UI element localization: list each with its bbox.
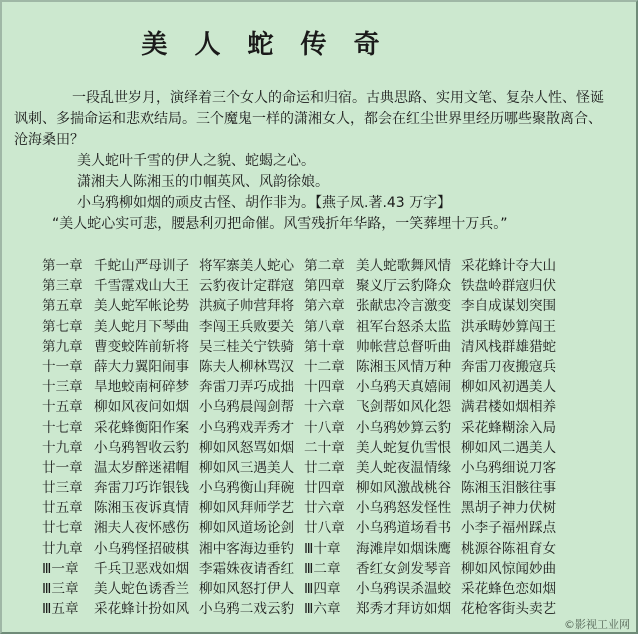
chapter-title-part-2[interactable]: 采花蜂计夺大山	[461, 258, 557, 274]
intro-quote: “美人蛇心实可悲，腰悬利刃把命催。风雪残折年华路，一笑葬埋十万兵。”	[52, 216, 508, 232]
chapter-title-part-1[interactable]: 聚义厅云豹降众	[356, 278, 452, 295]
chapter-title-part-2[interactable]: 洪疯子帅营拜将	[199, 298, 295, 315]
chapter-title-part-2[interactable]: 李自成谋划突围	[461, 298, 557, 315]
chapter-title-part-1[interactable]: 美人蛇复仇雪恨	[356, 439, 452, 456]
chapter-title-part-1[interactable]: 陈湘玉风情万种	[356, 358, 452, 375]
chapter-title-part-1[interactable]: 美人蛇月下琴曲	[94, 318, 190, 335]
chapter-title-part-1[interactable]: 祖军台怒杀太监	[356, 318, 452, 335]
chapter-title-part-1[interactable]: 旱地蛟南柯碎梦	[94, 379, 190, 396]
chapter-number[interactable]: 十五章	[42, 399, 83, 416]
chapter-number[interactable]: 十九章	[42, 439, 83, 456]
chapter-number[interactable]: 廿三章	[42, 480, 83, 497]
chapter-number[interactable]: 第八章	[304, 318, 345, 335]
chapter-number[interactable]: 十六章	[304, 399, 345, 416]
chapter-number[interactable]: 第一章	[42, 258, 83, 274]
chapter-title-part-2[interactable]: 李闯王兵败要关	[199, 318, 295, 335]
chapter-title-part-2[interactable]: 小乌鸦细说刀客	[461, 459, 557, 476]
chapter-title-part-2[interactable]: 小乌鸦二戏云豹	[199, 601, 295, 618]
chapter-title-part-1[interactable]: 千兵卫恶戏如烟	[94, 560, 190, 577]
chapter-title-part-1[interactable]: 小乌鸦天真嬉闹	[356, 379, 452, 396]
chapter-title-part-2[interactable]: 花枪客街头卖艺	[461, 601, 557, 618]
chapter-title-part-2[interactable]: 柳如风惊闻妙曲	[461, 560, 557, 577]
chapter-title-part-2[interactable]: 李霜姝夜请香红	[199, 560, 295, 577]
chapter-number[interactable]: 第十章	[304, 338, 345, 355]
chapter-title-part-1[interactable]: 千蛇山严母训子	[94, 258, 190, 274]
chapter-title-part-2[interactable]: 柳如风三遇美人	[199, 459, 295, 476]
chapter-title-part-1[interactable]: 奔雷刀巧诈银钱	[94, 480, 190, 497]
chapter-title-part-1[interactable]: 柳如风激战桃谷	[356, 480, 452, 497]
chapter-row	[42, 498, 566, 518]
chapter-title-part-2[interactable]: 陈湘玉泪骸往事	[461, 480, 557, 497]
chapter-title-part-2[interactable]: 奔雷刀夜搬寇兵	[461, 358, 557, 375]
page-title: 美 人 蛇 传 奇	[141, 30, 389, 60]
chapter-list	[42, 256, 566, 619]
chapter-title-part-1[interactable]: 小乌鸦误杀温蛟	[356, 581, 452, 597]
chapter-row	[42, 357, 566, 377]
chapter-number[interactable]: Ⅲ五章	[42, 601, 79, 618]
chapter-title-part-1[interactable]: 小乌鸦妙算云豹	[356, 419, 452, 436]
chapter-title-part-1[interactable]: 小乌鸦怪招破棋	[94, 540, 190, 557]
chapter-title-part-1[interactable]: 千雪霪戏山大王	[94, 278, 190, 295]
chapter-title-part-2[interactable]: 小乌鸦衡山拜碗	[199, 480, 295, 497]
chapter-number[interactable]: Ⅲ一章	[42, 560, 79, 577]
chapter-row	[42, 418, 566, 438]
chapter-number[interactable]: 十三章	[42, 379, 83, 396]
intro-summary: 一段乱世岁月，演绎着三个女人的命运和归宿。古典思路、实用文笔、复杂人性、怪诞讽刺、多揣命运和悲欢结局。三个魔鬼一样的潇湘女人，都会在红尘世界里经历哪些聚散离合、沧海桑田？	[14, 90, 604, 148]
chapter-title-part-1[interactable]: 美人蛇歌舞风情	[356, 258, 452, 274]
chapter-number[interactable]: Ⅲ十章	[304, 540, 341, 557]
chapter-number[interactable]: 廿五章	[42, 500, 83, 517]
chapter-title-part-2[interactable]: 采花蜂糊涂入局	[461, 419, 557, 436]
chapter-row	[42, 478, 566, 498]
chapter-number[interactable]: 廿二章	[304, 459, 345, 476]
chapter-number[interactable]: 廿四章	[304, 480, 345, 497]
chapter-title-part-1[interactable]: 柳如风夜问如烟	[94, 399, 190, 416]
chapter-row	[42, 539, 566, 559]
chapter-title-part-1[interactable]: 小乌鸦智收云豹	[94, 439, 190, 456]
chapter-title-part-1[interactable]: 飞剑帮如风化怨	[356, 399, 452, 416]
chapter-row	[42, 256, 566, 276]
chapter-title-part-1[interactable]: 香红女剑发琴音	[356, 560, 452, 577]
chapter-number[interactable]: 廿六章	[304, 500, 345, 517]
chapter-title-part-1[interactable]: 采花蜂衡阳作案	[94, 419, 190, 436]
chapter-number[interactable]: 第六章	[304, 298, 345, 315]
chapter-title-part-1[interactable]: 温太岁醉迷裙帽	[94, 459, 190, 476]
chapter-number[interactable]: 廿九章	[42, 540, 83, 557]
chapter-number[interactable]: 廿七章	[42, 520, 83, 537]
chapter-title-part-2[interactable]: 清风栈群雄猎蛇	[461, 338, 557, 355]
chapter-title-part-2[interactable]: 吴三桂关宁铁骑	[199, 338, 295, 355]
intro-section	[14, 88, 606, 235]
chapter-number[interactable]: 第四章	[304, 278, 345, 295]
chapter-row	[42, 438, 566, 458]
chapter-title-part-1[interactable]: 美人蛇军帐论势	[94, 298, 190, 315]
chapter-row	[42, 397, 566, 417]
chapter-title-part-2[interactable]: 小李子福州踩点	[461, 520, 557, 537]
chapter-title-part-2[interactable]: 将军寨美人蛇心	[199, 258, 295, 274]
chapter-title-part-2[interactable]: 满君楼如烟相养	[461, 399, 557, 416]
chapter-title-part-1[interactable]: 陈湘玉夜诉真情	[94, 500, 190, 517]
chapter-row	[42, 518, 566, 538]
chapter-number[interactable]: Ⅲ四章	[304, 581, 341, 597]
chapter-number[interactable]: 二十章	[304, 439, 345, 456]
chapter-title-part-1[interactable]: 美人蛇色诱香兰	[94, 581, 190, 597]
intro-line-1: 美人蛇叶千雪的伊人之貌、蛇蝎之心。	[77, 153, 315, 169]
chapter-title-part-2[interactable]: 柳如风初遇美人	[461, 379, 557, 396]
chapter-title-part-2[interactable]: 小乌鸦戏弄秀才	[199, 419, 295, 436]
chapter-number[interactable]: 十八章	[304, 419, 345, 436]
chapter-title-part-1[interactable]: 小乌鸦道场看书	[356, 520, 452, 537]
chapter-title-part-2[interactable]: 桃源谷陈祖育女	[461, 540, 557, 557]
chapter-number[interactable]: 第五章	[42, 298, 83, 315]
chapter-title-part-2[interactable]: 柳如风怒骂如烟	[199, 439, 295, 456]
chapter-title-part-2[interactable]: 小乌鸦晨闯剑帮	[199, 399, 295, 416]
chapter-title-part-1[interactable]: 帅帐营总督听曲	[356, 338, 452, 355]
chapter-title-part-2[interactable]: 柳如风道场论剑	[199, 520, 295, 537]
intro-line-2: 潇湘夫人陈湘玉的巾帼英风、风韵徐娘。	[77, 174, 329, 190]
chapter-title-part-2[interactable]: 陈夫人柳林骂汉	[199, 358, 295, 375]
chapter-title-part-2[interactable]: 黑胡子神力伏树	[461, 500, 557, 517]
chapter-number[interactable]: Ⅲ二章	[304, 560, 341, 577]
chapter-title-part-1[interactable]: 薛大力翼阳闹事	[94, 358, 190, 375]
chapter-row	[42, 599, 566, 619]
chapter-title-part-2[interactable]: 柳如风拜师学艺	[199, 500, 295, 517]
chapter-title-part-2[interactable]: 采花蜂色恋如烟	[461, 581, 557, 597]
chapter-number[interactable]: 廿一章	[42, 459, 83, 476]
chapter-title-part-2[interactable]: 洪承畴妙算闯王	[461, 318, 557, 335]
chapter-number[interactable]: 第二章	[304, 258, 345, 274]
intro-line-3: 小乌鸦柳如烟的顽皮古怪、胡作非为。【燕子凤.著.43 万字】	[77, 195, 452, 211]
chapter-number[interactable]: 十一章	[42, 358, 83, 375]
chapter-title-part-1[interactable]: 小乌鸦怒发怪性	[356, 500, 452, 517]
chapter-title-part-1[interactable]: 海滩岸如烟诛鹰	[356, 540, 452, 557]
chapter-title-part-1[interactable]: 美人蛇夜温情缘	[356, 459, 452, 476]
watermark: ©影视工业网	[564, 618, 630, 631]
chapter-number[interactable]: 十四章	[304, 379, 345, 396]
chapter-row	[42, 276, 566, 296]
chapter-number[interactable]: 第九章	[42, 338, 83, 355]
chapter-row	[42, 337, 566, 357]
chapter-title-part-2[interactable]: 柳如风怒打伊人	[199, 581, 295, 597]
chapter-title-part-2[interactable]: 奔雷刀弄巧成拙	[199, 379, 295, 396]
chapter-title-part-1[interactable]: 郑秀才拜访如烟	[356, 601, 452, 618]
chapter-title-part-2[interactable]: 湘中客海边垂钓	[199, 540, 295, 557]
chapter-title-part-1[interactable]: 张献忠冷言激变	[356, 298, 452, 315]
chapter-number[interactable]: Ⅲ三章	[42, 581, 79, 597]
chapter-number[interactable]: 十七章	[42, 419, 83, 436]
chapter-title-part-2[interactable]: 云豹夜计定群寇	[199, 278, 295, 295]
chapter-title-part-1[interactable]: 湘夫人夜怀感伤	[94, 520, 190, 537]
chapter-number[interactable]: 第七章	[42, 318, 83, 335]
chapter-row	[42, 296, 566, 316]
chapter-title-part-2[interactable]: 铁盘岭群寇归伏	[461, 278, 557, 295]
chapter-number[interactable]: 第三章	[42, 278, 83, 295]
chapter-title-part-1[interactable]: 曹变蛟阵前斩将	[94, 338, 190, 355]
chapter-row	[42, 458, 566, 478]
chapter-row	[42, 377, 566, 397]
chapter-row	[42, 579, 566, 599]
chapter-row	[42, 559, 566, 579]
chapter-title-part-1[interactable]: 采花蜂计扮如风	[94, 601, 190, 618]
chapter-number[interactable]: 廿八章	[304, 520, 345, 537]
chapter-row	[42, 317, 566, 337]
chapter-title-part-2[interactable]: 柳如风二遇美人	[461, 439, 557, 456]
chapter-number[interactable]: Ⅲ六章	[304, 601, 341, 618]
chapter-number[interactable]: 十二章	[304, 358, 345, 375]
